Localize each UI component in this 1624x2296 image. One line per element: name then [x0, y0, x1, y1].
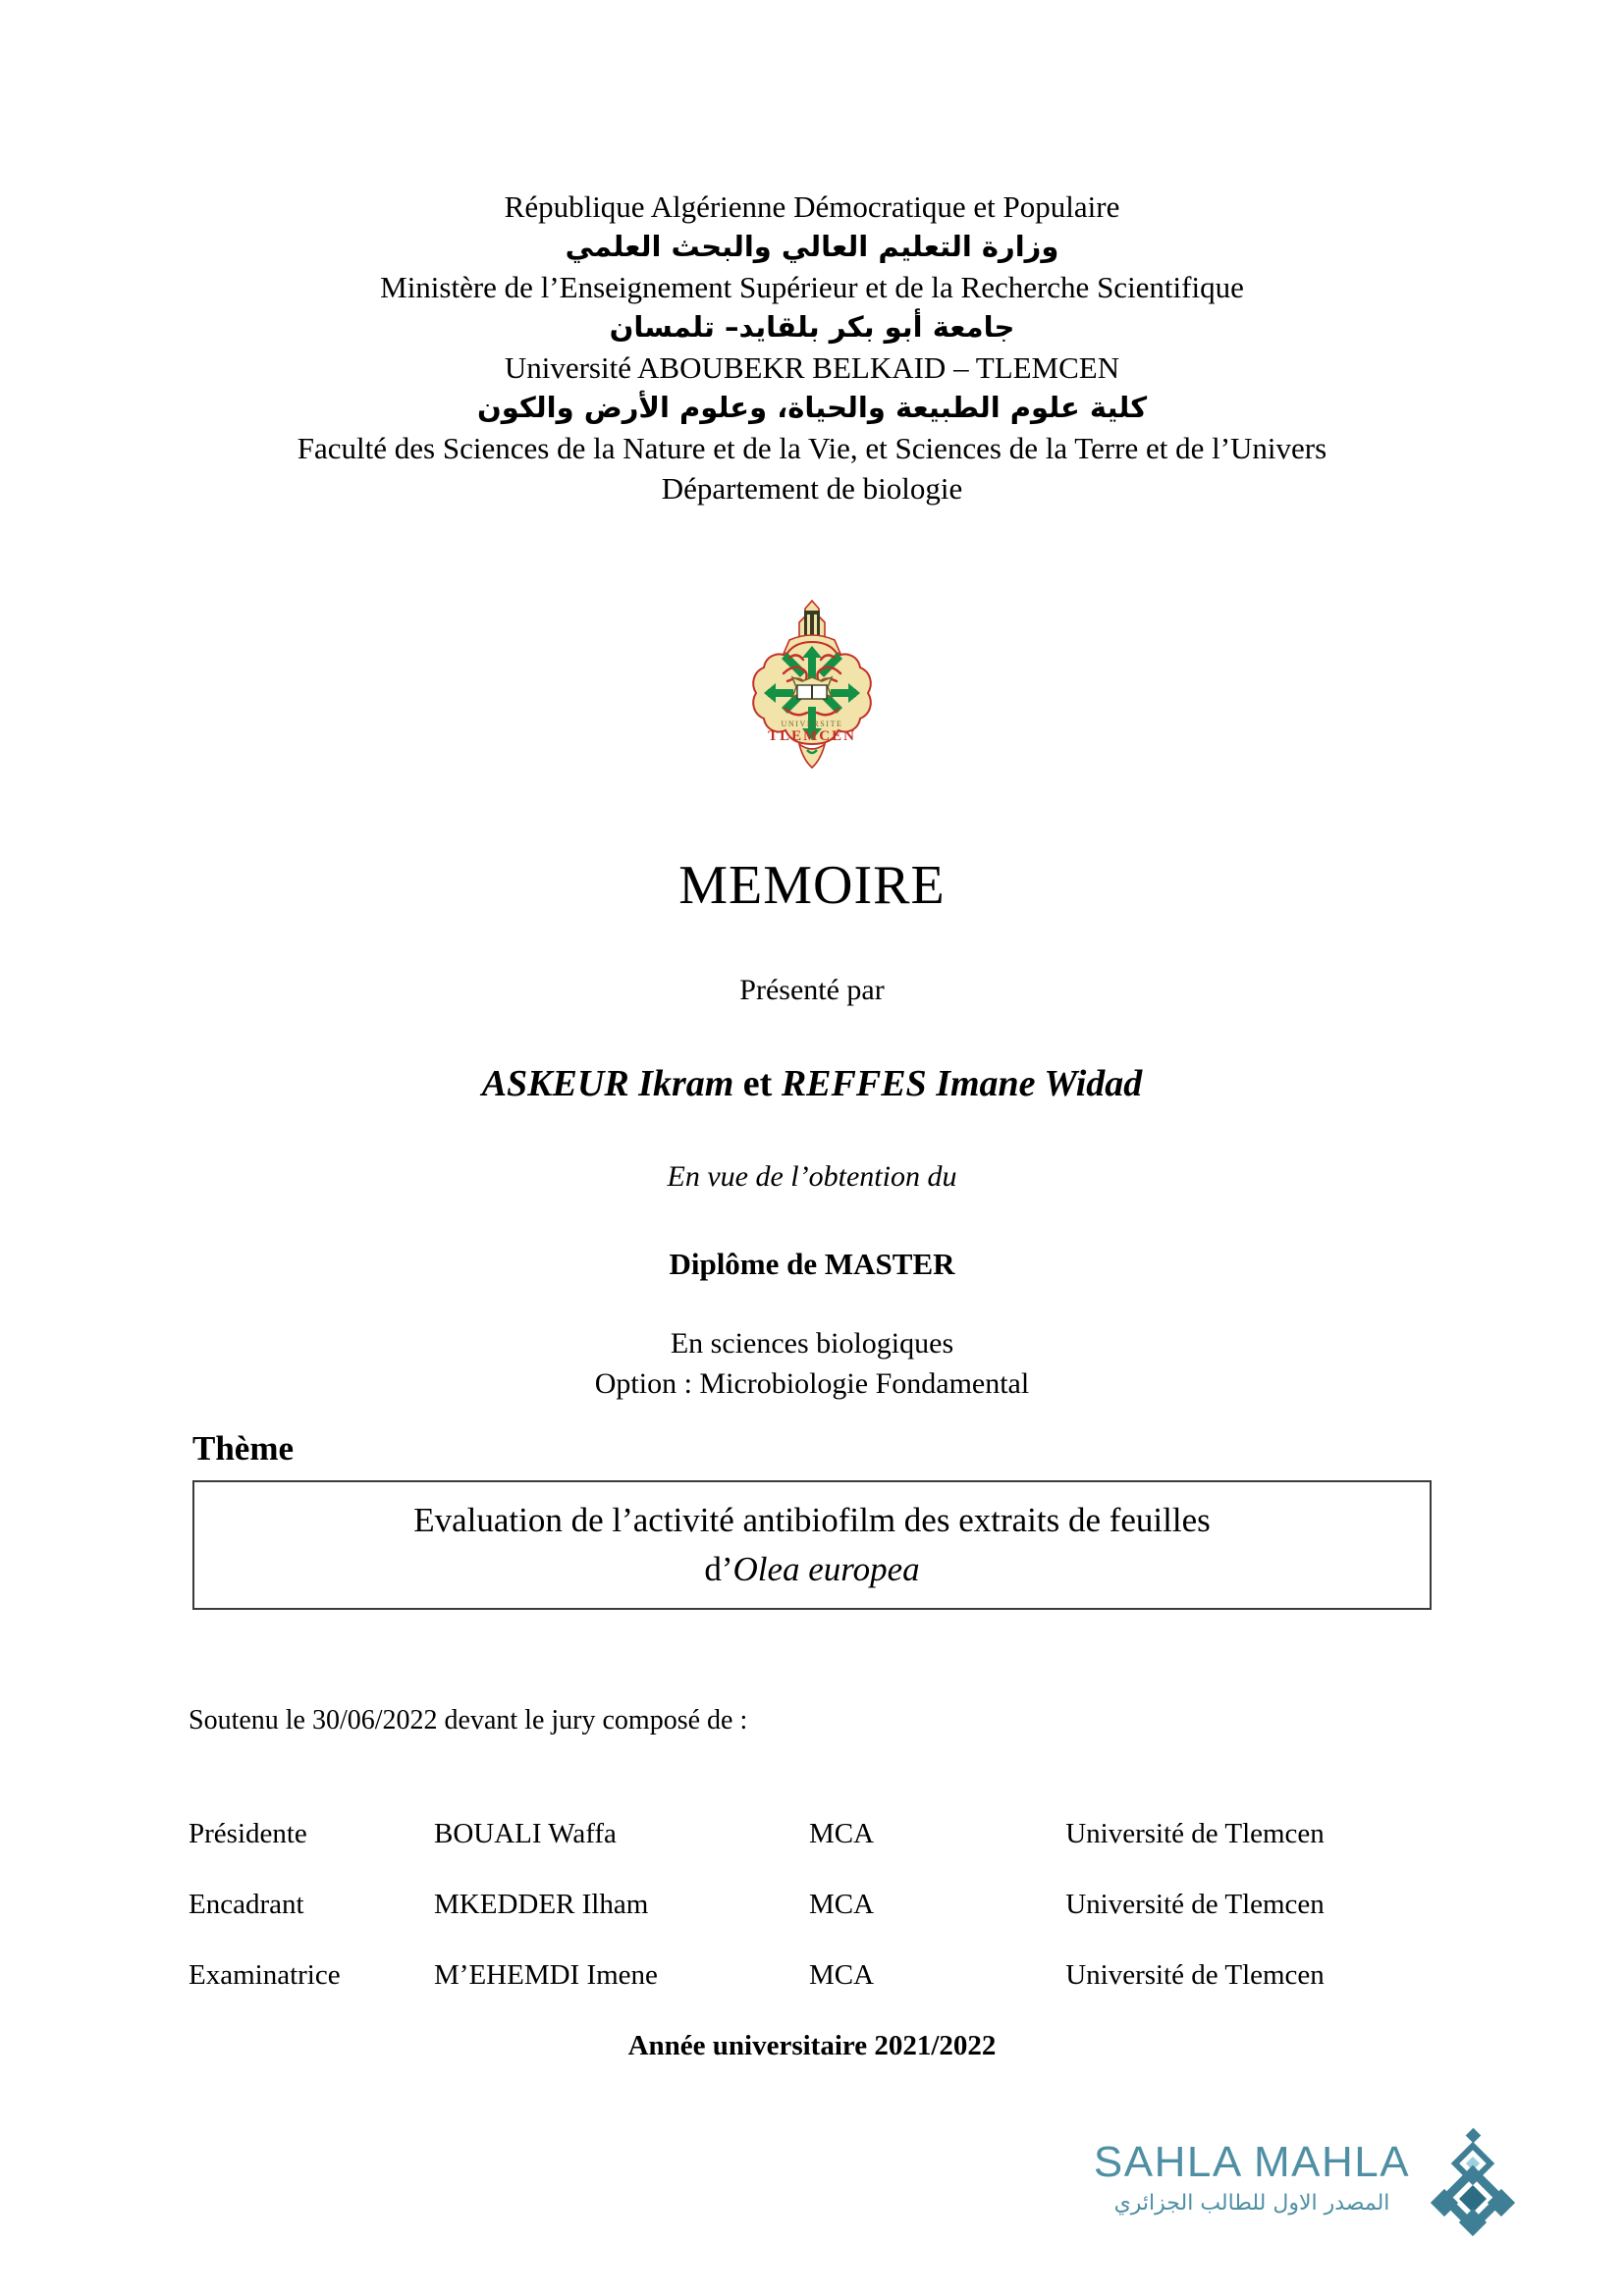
- header-line-university-ar: جامعة أبو بكر بلقايد– تلمسان: [609, 310, 1015, 344]
- header-line-faculty-fr: Faculté des Sciences de la Nature et de la Vie, et Sciences de la Terre et de l’Univers: [297, 431, 1327, 465]
- university-logo-container: [0, 597, 1624, 783]
- defense-statement: Soutenu le 30/06/2022 devant le jury composé de :: [189, 1705, 748, 1735]
- jury-affiliation: Université de Tlemcen: [1065, 1959, 1325, 1991]
- jury-name: M’EHEMDI Imene: [434, 1959, 658, 1991]
- table-row: [189, 1798, 1435, 1869]
- theme-title-line1: Evaluation de l’activité antibiofilm des extraits de feuilles: [413, 1501, 1211, 1539]
- jury-role: Encadrant: [189, 1889, 304, 1920]
- logo-arc-text-bottom: TLEMCEN: [768, 728, 856, 744]
- theme-label: Thème: [192, 1429, 295, 1468]
- university-tlemcen-logo-icon: [738, 597, 886, 783]
- authors-conjunction: et: [742, 1063, 773, 1104]
- header-line-faculty-ar: كلية علوم الطبيعة والحياة، وعلوم الأرض والكون: [476, 391, 1148, 424]
- presented-by-label: Présenté par: [739, 974, 885, 1006]
- watermark-tagline: المصدر الاول للطالب الجزائري: [1113, 2191, 1390, 2216]
- jury-affiliation: Université de Tlemcen: [1065, 1818, 1325, 1849]
- jury-table: [189, 1798, 1435, 2010]
- logo-arc-text-top: UNIVERSITE: [781, 720, 843, 728]
- header-line-department: Département de biologie: [661, 471, 963, 506]
- jury-affiliation: Université de Tlemcen: [1065, 1889, 1325, 1920]
- theme-title-box: [192, 1480, 1432, 1610]
- theme-title-text: [386, 1496, 1238, 1594]
- jury-grade: MCA: [808, 1889, 875, 1920]
- jury-grade: MCA: [808, 1959, 875, 1991]
- table-row: [189, 1940, 1435, 2010]
- table-row: [189, 1869, 1435, 1940]
- jury-name: MKEDDER Ilham: [434, 1889, 649, 1920]
- field-of-study: En sciences biologiques: [670, 1327, 954, 1360]
- jury-role: Présidente: [189, 1818, 307, 1849]
- header-line-ministry-fr: Ministère de l’Enseignement Supérieur et de la Recherche Scientifique: [380, 270, 1244, 304]
- author-first: ASKEUR Ikram: [481, 1063, 734, 1104]
- sahla-mahla-logo-icon: [1419, 2128, 1527, 2236]
- option-line: Option : Microbiologie Fondamental: [594, 1367, 1030, 1400]
- theme-species-name: Olea europea: [732, 1550, 920, 1588]
- watermark-text-block: [1070, 2138, 1434, 2220]
- header-line-ministry-ar: وزارة التعليم العالي والبحث العلمي: [565, 230, 1059, 263]
- in-view-of-label: En vue de l’obtention du: [667, 1160, 957, 1193]
- watermark-brand: SAHLA MAHLA: [1093, 2138, 1411, 2186]
- theme-title-prefix: d’: [704, 1550, 733, 1588]
- specialty-block: [0, 1323, 1624, 1404]
- authors-line: [0, 1060, 1624, 1107]
- degree-label: Diplôme de MASTER: [669, 1247, 955, 1281]
- institution-header: [157, 187, 1467, 508]
- author-second: REFFES Imane Widad: [781, 1063, 1143, 1104]
- jury-role: Examinatrice: [189, 1959, 341, 1991]
- academic-year: Année universitaire 2021/2022: [627, 2030, 997, 2061]
- header-line-university-fr: Université ABOUBEKR BELKAID – TLEMCEN: [504, 350, 1120, 385]
- jury-grade: MCA: [808, 1818, 875, 1849]
- jury-name: BOUALI Waffa: [434, 1818, 617, 1849]
- sahla-mahla-watermark: [1070, 2128, 1532, 2256]
- header-line-republic: République Algérienne Démocratique et Populaire: [504, 189, 1120, 224]
- document-type-title: MEMOIRE: [678, 855, 946, 916]
